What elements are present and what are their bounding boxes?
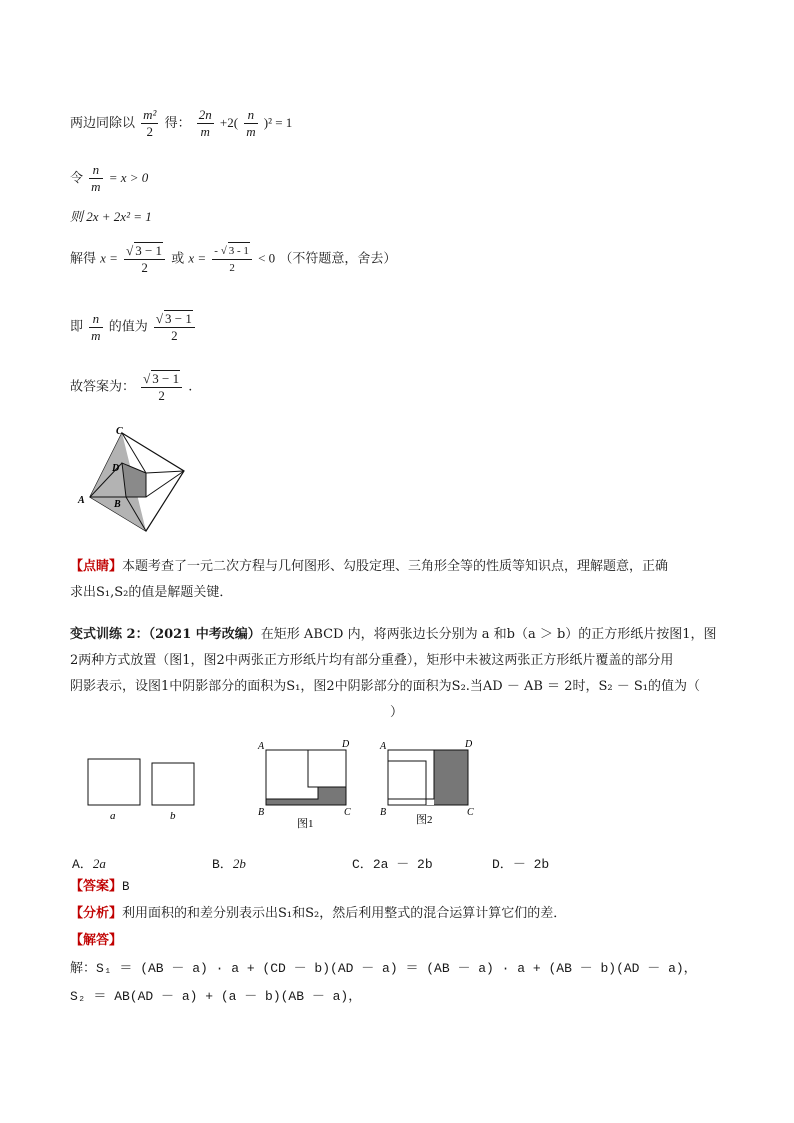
corner-a: A: [258, 741, 265, 752]
geometry-figure-1: [74, 425, 194, 540]
eq-line-4: [70, 242, 396, 276]
solve-tag: 【解答】: [70, 933, 123, 948]
denominator: 2: [146, 124, 154, 139]
fraction: $\frac{√ 3 - 1}{2}$: [141, 370, 182, 404]
fraction: [89, 311, 102, 344]
text: )² = 1: [263, 115, 293, 130]
fraction: $\frac{√ 3 - 1}{2}$: [154, 310, 195, 344]
denominator: 2: [229, 262, 235, 274]
text: 得：: [164, 116, 191, 131]
caption-fig2: 图2: [416, 814, 433, 826]
eq-line-2: [70, 162, 148, 195]
eq-line-3: 则 2x + 2x² = 1: [70, 209, 152, 224]
analysis-text: 利用面积的和差分别表示出S₁和S₂，然后利用整式的混合运算计算它们的差．: [122, 906, 567, 921]
label-b: B: [114, 499, 121, 510]
numerator: n: [89, 311, 102, 328]
fraction: [244, 107, 257, 140]
fraction: $\frac{√ 3 - 1}{2}$: [124, 242, 165, 276]
fraction: [197, 107, 214, 140]
sign: -: [214, 245, 221, 257]
choice-letter: C．: [352, 857, 373, 872]
denominator: 2: [141, 260, 148, 275]
fraction: [141, 107, 158, 140]
text: x =: [188, 250, 207, 266]
problem-title: 变式训练 2：: [70, 627, 149, 642]
corner-a: A: [380, 741, 387, 752]
choice-letter: B．: [212, 857, 233, 872]
text: 本题考查了一元二次方程与几何图形、勾股定理、三角形全等的性质等知识点，理解题意，正确: [122, 559, 669, 574]
denominator: m: [91, 327, 101, 343]
analysis-tag: 【分析】: [70, 906, 123, 921]
answer-value: B: [122, 880, 130, 894]
text: +2(: [219, 115, 239, 130]
square-a: [88, 759, 140, 805]
square-b-in-fig2: [388, 761, 426, 805]
text: 或: [171, 251, 185, 267]
corner-c: C: [344, 807, 351, 818]
text: .: [188, 379, 193, 395]
numerator: 2n: [198, 107, 212, 122]
text: x =: [100, 250, 118, 266]
answer-tag: 【答案】: [70, 879, 123, 894]
diagram-fig2: [379, 739, 474, 826]
corner-b: B: [380, 807, 387, 818]
numerator: 3 − 1: [164, 311, 192, 326]
numerator: m²: [143, 107, 157, 122]
text: = x > 0: [108, 170, 149, 185]
analysis-line: [70, 901, 730, 927]
text: 2两种方式放置（图1，图2中两张正方形纸片均有部分重叠），矩形中未被这两张正方形纸片覆盖的部分用: [70, 653, 674, 668]
note: （不符题意，舍去）: [279, 251, 397, 267]
caption-fig1: 图1: [297, 818, 314, 830]
text: 在矩形 ABCD 内，将两张边长分别为 a 和b（a ＞ b）的正方形纸片按图1，图: [260, 627, 717, 642]
solve-line: [70, 928, 730, 954]
denominator: m: [91, 179, 101, 194]
text: 故答案为：: [70, 379, 136, 395]
numerator: n: [89, 162, 102, 179]
label-d: D: [112, 463, 120, 474]
fraction: $\frac{- √ 3 - 1}{2}$: [212, 242, 252, 276]
text: 的值为: [108, 319, 148, 335]
answer-line: [70, 874, 730, 900]
square-b: [152, 763, 194, 805]
problem-source: （2021 中考改编）: [148, 627, 261, 642]
numerator: 3 − 1: [152, 371, 180, 386]
text: 令: [70, 171, 84, 186]
label-c: C: [116, 426, 123, 437]
square-b-in-fig1: [308, 750, 346, 787]
label-a: A: [78, 495, 85, 506]
problem-paragraph: [70, 622, 730, 726]
numerator: n: [244, 107, 257, 124]
text: 阴影表示，设图1中阴影部分的面积为S₁，图2中阴影部分的面积为S₂.当AD － AB ＝ 2时，S₂ － S₁的值为（: [70, 679, 700, 694]
corner-d: D: [465, 739, 473, 750]
label-b-side: b: [170, 810, 176, 822]
dianjing-tag: 【点睛】: [70, 559, 123, 574]
choice-letter: D．: [492, 857, 513, 872]
choice-value: － 2b: [512, 857, 550, 872]
choice-b[interactable]: [212, 853, 246, 872]
choice-a[interactable]: [72, 853, 106, 872]
geometry-figure-2: [80, 735, 500, 835]
denominator: 2: [171, 328, 178, 343]
choice-value: 2b: [232, 856, 246, 871]
corner-c: C: [467, 807, 474, 818]
eq-line-5: [70, 310, 197, 344]
work-line-1: 解：S₁ ＝ (AB － a) · a + (CD － b)(AD － a) ＝ (AB － a) · a + (AB － b)(AD － a)，: [70, 961, 697, 976]
eq-line-6: [70, 370, 192, 404]
label-a-side: a: [110, 810, 116, 822]
text: 解得: [70, 251, 101, 267]
fraction: [89, 162, 102, 195]
numerator: 3 - 1: [228, 242, 250, 259]
text: ）: [390, 705, 404, 720]
diagram-fig1: [257, 739, 351, 830]
denominator: m: [200, 124, 210, 139]
text: 即: [70, 319, 84, 335]
text: 两边同除以: [70, 116, 136, 131]
work-line-2: S₂ ＝ AB(AD － a) + (a － b)(AB － a)，: [70, 989, 362, 1004]
denominator: m: [246, 124, 256, 139]
text: 求出S₁,S₂的值是解题关键．: [70, 585, 233, 600]
numerator: 3 − 1: [135, 243, 163, 258]
choice-value: 2a － 2b: [372, 857, 433, 872]
eq-line-1: [70, 107, 292, 140]
choice-d[interactable]: [492, 853, 549, 872]
denominator: 2: [158, 388, 165, 403]
choice-value: 2a: [92, 856, 106, 871]
corner-d: D: [342, 739, 350, 750]
choice-letter: A．: [72, 857, 93, 872]
corner-b: B: [258, 807, 265, 818]
choice-c[interactable]: [352, 853, 433, 872]
text: < 0: [258, 250, 276, 266]
dianjing-paragraph: [70, 554, 730, 606]
